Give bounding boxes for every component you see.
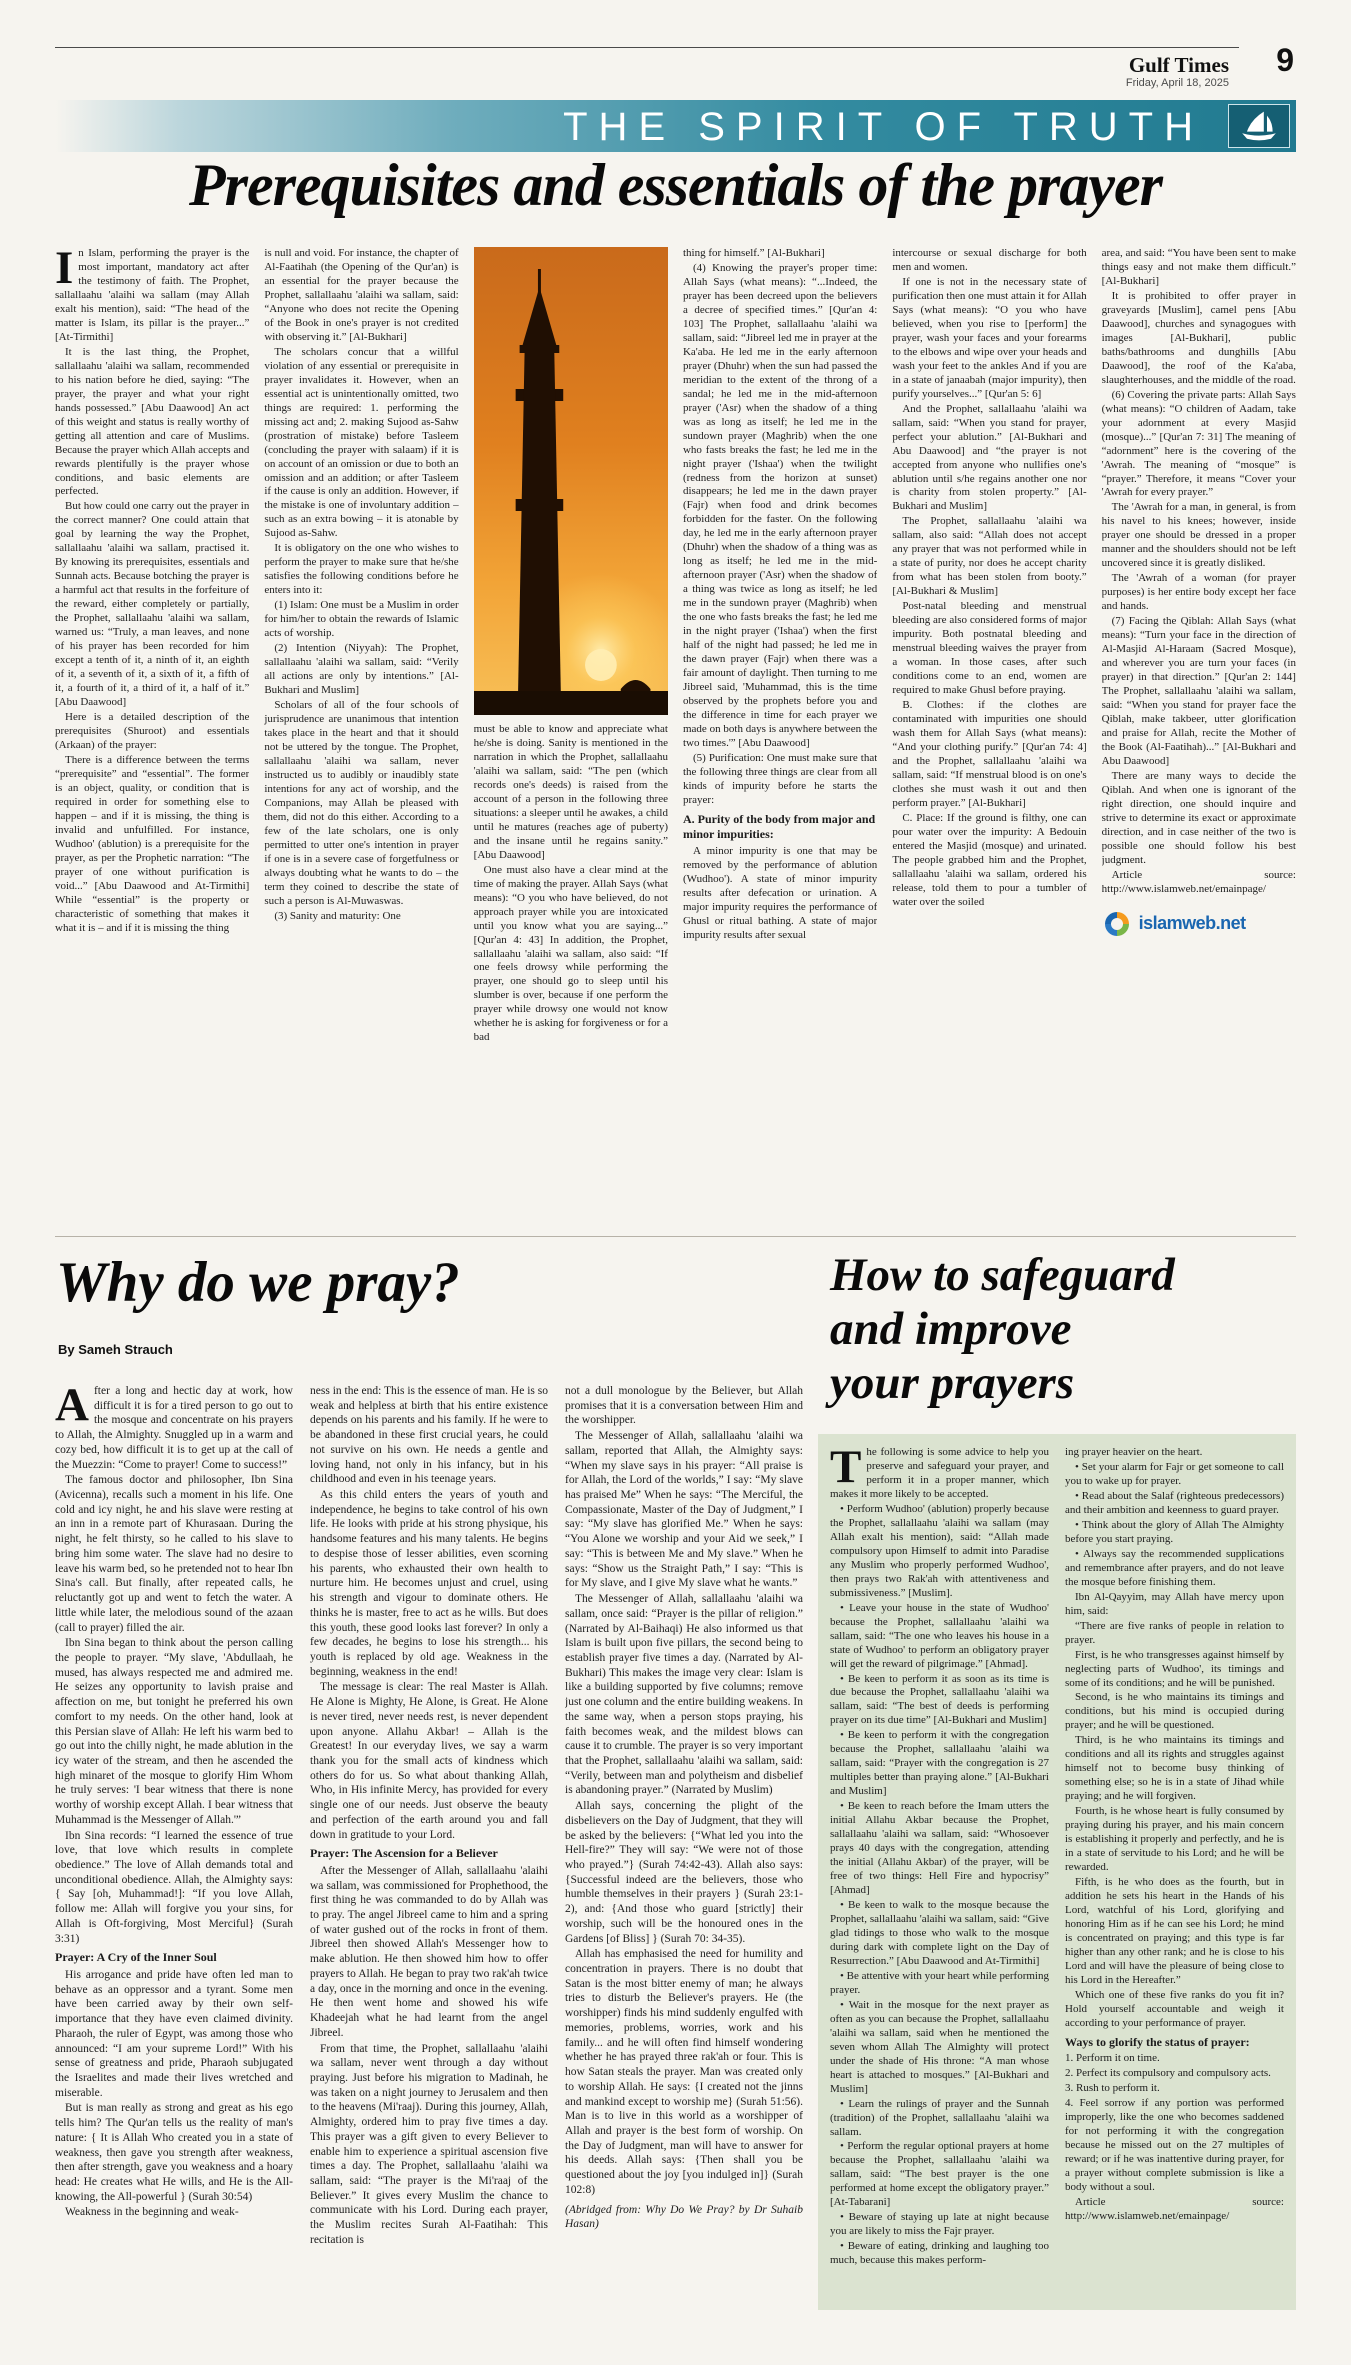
paragraph: The famous doctor and philosopher, Ibn Sina (Avicenna), recalls such a moment in his life. One cold and icy night, he and his slave were resting at an inn in a remote part of Khurasaan. During the night, he felt thirsty, so he called to his slave to bring him some water. The slave had no desire to leave his warm bed, so he pretended not to hear Ibn Sina's call. But finally, after repeated calls, he reluctantly got up and went to fetch the water. A little while later, the melodious sound of the azaan (call to prayer) filled the air. xyxy=(55,1474,293,1634)
paragraph: not a dull monologue by the Believer, but Allah promises that it is a conversation between Him and the worshipper. xyxy=(565,1385,803,1427)
paragraph: • Wait in the mosque for the next prayer as often as you can because the Prophet, sallallaahu 'alaihi wa sallam, said when he mentioned the seven whom Allah The Almighty will protect under the shade of His throne: “A man whose heart is attached to mosques.” [Al-Bukhari and Muslim] xyxy=(830,1998,1049,2095)
paragraph: • Always say the recommended supplications and remembrance after prayers, and do not leave the mosque before finishing them. xyxy=(1065,1547,1284,1588)
paragraph: The Messenger of Allah, sallallaahu 'alaihi wa sallam, once said: “Prayer is the pillar of religion.” (Narrated by Al-Baihaqi) He also informed us that Islam is built upon five pillars, the second being to establish prayer five times a day. (Narrated by Al-Bukhari) This makes the image very clear: Islam is like a building supported by five columns; remove just one column and the entire building weakens. In the same way, when a person stops praying, his faith becomes weak, and the mildest blows can cause it to crumble. The prayer is so very important that the Prophet, sallallaahu 'alaihi wa sallam, said: “Verily, between man and polytheism and disbelief is abandoning prayer.” (Narrated by Muslim) xyxy=(565,1593,803,1797)
paragraph: There is a difference between the terms “prerequisite” and “essential”. The former is an object, quality, or condition that is required in order for something else to happen – and if it is missing, the thing is invalid and unfulfilled. For instance, Wudhoo' (ablution) is a prerequisite for the prayer, as per the Prophetic narration: “The prayer of one without purification is void...” [Abu Daawood and At-Tirmithi] While “essential” is the property or characteristic of something that makes it what it is – and if it is missing the thing xyxy=(55,753,250,934)
paragraph: His arrogance and pride have often led man to behave as an oppressor and a tyrant. Some men have been carried away by their own self-importance that they have even claimed divinity. Pharaoh, the ruler of Egypt, was among those who announced: “I am your supreme Lord!” With his sense of greatness and pride, Pharaoh subjugated the Israelites and made their lives wretched and miserable. xyxy=(55,1968,293,2099)
paragraph: 4. Feel sorrow if any portion was performed improperly, like the one who becomes saddened for not performing it with the congregation because he missed out on the 27 multiples of reward; or if he was inattentive during prayer, for a prayer without complete submission is like a body without a soul. xyxy=(1065,2097,1284,2194)
paragraph: • Think about the glory of Allah The Almighty before you start praying. xyxy=(1065,1518,1284,1545)
paragraph: Article source: http://www.islamweb.net/emainpage/ xyxy=(1065,2196,1284,2222)
paragraph: • Be attentive with your heart while performing prayer. xyxy=(830,1969,1049,1996)
paragraph: • Read about the Salaf (righteous predecessors) and their ambition and keenness to guard prayer. xyxy=(1065,1489,1284,1516)
paragraph: • Beware of eating, drinking and laughing too much, because this makes perform- xyxy=(830,2240,1049,2267)
article3-headline-line-2: and improve xyxy=(830,1303,1072,1356)
subheading: Ways to glorify the status of prayer: xyxy=(1065,2034,1250,2049)
paragraph: Weakness in the beginning and weak- xyxy=(65,2206,239,2219)
paragraph: A minor impurity is one that may be removed by the performance of ablution (Wudhoo'). A state of minor impurity results after defecation or urination. A major impurity requires the performance of Ghusl or ritual bathing. A state of major impurity results after sexual xyxy=(682,844,878,941)
section-title: THE SPIRIT OF TRUTH xyxy=(563,105,1204,149)
paragraph: Scholars of all of the four schools of jurisprudence are unanimous that intention takes place in the heart and that it should not be uttered by the tongue. The Prophet, sallallaahu 'alaihi wa sallam, never instructed us to audibly or inaudibly state intentions for any act of worship, and the Companions, may Allah be pleased with them, did not do this either. According to a few of the late scholars, one is only permitted to utter one's intention in prayer if one is in a severe case of forgetfulness or always doubting what he wants to do – the term they coined to describe the state of such a person is Al-Muwaswas. xyxy=(264,699,459,907)
article1-column-3-text xyxy=(474,723,668,1045)
section-divider-rule xyxy=(55,1236,1296,1237)
paragraph: “There are five ranks of people in relation to prayer. xyxy=(1065,1619,1284,1646)
article1-body xyxy=(55,247,1296,1225)
paragraph: (1) Islam: One must be a Muslim in order for him/her to obtain the rewards of Islamic acts of worship. xyxy=(264,599,459,640)
article3-column-2 xyxy=(1065,1446,1284,2298)
paragraph: Third, is he who maintains its timings and conditions and all its rights and struggles against himself not to become busy thinking of something else; so he is in a state of Jihad while praying; and he will forgiven. xyxy=(1065,1734,1284,1803)
paragraph: After a long and hectic day at work, how difficult it is for a tired person to go out to the mosque and concentrate on his prayers to Allah, the Almighty. Snuggled up in a warm and cozy bed, how difficult it is to get up at the call of the Muezzin: “Come to prayer! Come to success!” xyxy=(55,1384,293,1471)
paragraph: ing prayer heavier on the heart. xyxy=(1065,1446,1203,1458)
paragraph: But is man really as strong and great as his ego tells him? The Qur'an tells us the reality of man's nature: { It is Allah Who created you in a state of weakness, then gave you strength after weakness, then after strength, gave you weakness and a hoary head: He creates what He wills, and He is the All-knowing, the All-powerful } (Surah 30:54) xyxy=(55,2102,293,2203)
article1-column-1 xyxy=(55,247,249,1225)
paragraph: After the Messenger of Allah, sallallaahu 'alaihi wa sallam, was commissioned for Prophethood, the first thing he was commanded to do by Allah was to pray. The angel Jibreel came to him and a spring of water gushed out of the rocks in front of them. Jibreel then showed Allah's Messenger how to make ablution. He then showed him how to offer prayers to Allah. He began to pray two rak'ah twice a day, once in the morning and once in the evening. He then went home and showed his wife Khadeejah what he had learnt from the angel Jibreel. xyxy=(310,1864,548,2039)
paragraph: Allah has emphasised the need for humility and concentration in prayers. There is no doubt that Satan is the most bitter enemy of man; he always tries to disturb the Believer's prayers. He (the worshipper) finds his mind suddenly engulfed with memories, problems, worries, work and his family... and he will often find himself wondering whether he has prayed three rak'ah or four. This is how Satan steals the prayer. Man was created only to worship Allah. He says: {I created not the jinns and mankind except to worship me} (Surah 51:56). Man is to live in this world as a worshipper of Allah and prayer is the best form of worship. On the Day of Judgment, man will have to answer for his deeds. Allah says: {Then shall you be questioned about the joy [you indulged in]} (Surah 102:8) xyxy=(565,1948,803,2196)
header-rule xyxy=(55,47,1239,48)
paragraph: (7) Facing the Qiblah: Allah Says (what means): “Turn your face in the direction of Al-Masjid Al-Haraam (Sacred Mosque), and wherever you are turn your faces (in prayer) in that direction.” [Qur'an 2: 144] The Prophet, sallallaahu 'alaihi wa sallam, said: “When you stand for prayer face the Qiblah, make takbeer, utter glorification and praise for Allah, recite the Mother of the Book (Al-Faatihah)...” [Al-Bukhari and Abu Daawood] xyxy=(1101,615,1296,767)
paragraph: Fifth, is he who does as the fourth, but in addition he sets his heart in the Hands of his Lord, watchful of his Lord, glorifying and honoring Him as if he can see his Lord; he mind is concentrated on praying; and this type is far higher than any other rank; and he is close to his Lord and will have the pleasure of being close to his Lord in the Hereafter.” xyxy=(1065,1876,1284,1986)
article2-body xyxy=(55,1384,803,2305)
paragraph: area, and said: “You have been sent to make things easy and not make them difficult.” [Al-Bukhari] xyxy=(1101,247,1296,287)
drop-cap: I xyxy=(55,247,74,294)
paragraph: Post-natal bleeding and menstrual bleeding are also considered forms of major impurity. Both postnatal bleeding and menstrual bleeding waives the prayer from a woman. In those cases, after such conditions come to an end, women are required to make Ghusl before praying. xyxy=(892,600,1087,697)
paragraph: 1. Perform it on time. xyxy=(1065,2052,1160,2065)
paragraph: (4) Knowing the prayer's proper time: Allah Says (what means): “...Indeed, the prayer has been decreed upon the believers a decree of specified times.” [Qur'an 4: 103] The Prophet, sallallaahu 'alaihi wa sallam, said: “Jibreel led me in prayer at the Ka'aba. He led me in the early afternoon prayer (Dhuhr) when the sun had passed the meridian to the extent of the throng of a sandal; he led me in the mid-afternoon prayer ('Asr) when the shadow of a thing was as long as itself; he led me in the sundown prayer (Maghrib) when the one who fasts breaks the fast; he led me in the night prayer ('Ishaa') when the twilight (redness from the horizon at sunset) disappears; he led me in the dawn prayer (Fajr) when food and drink becomes forbidden for the faster. On the following day, he led me in the early afternoon prayer (Dhuhr) when the shadow of a thing was as long as itself; he led me in the mid-afternoon prayer ('Asr) when the shadow of a thing was twice as long as itself; he led me in the sundown prayer (Maghrib) when the one who fasts breaks the fast; he led me in the night prayer ('Ishaa') when the first half of the night had passed; he led me in the dawn prayer (Fajr) when there was a fair amount of daylight. Then turning to me Jibreel said, 'Muhammad, this is the time observed by the prophets before you and the difference in time for each prayer we made on both days is anywhere between the two times.'” [Abu Daawood] xyxy=(682,261,878,749)
paragraph: • Set your alarm for Fajr or get someone to call you to wake up for prayer. xyxy=(1065,1460,1284,1487)
drop-cap: A xyxy=(55,1384,89,1431)
islamweb-logo-text: islamweb.net xyxy=(1138,913,1246,934)
article1-column-6-text xyxy=(1102,247,1296,897)
paragraph: It is the last thing, the Prophet, sallallaahu 'alaihi wa sallam, recommended to his nation before he died, saying: “The prayer, the prayer and what your right hands possessed.” [Abu Daawood] An act of this weight and status is really worthy of getting all attention and care of Muslims. Because the prayer which Allah accepts and rewards plentifully is the prayer whose conditions, and basic elements are perfected. xyxy=(55,345,250,498)
paragraph: must be able to know and appreciate what he/she is doing. Sanity is mentioned in the narration in which the Prophet, sallallaahu 'alaihi wa sallam, said: “The pen (which records one's deeds) is raised from the account of a person in the following three situations: a sleeper until he awakes, a child until he matures (reaches age of puberty) and the insane until he regains sanity.” [Abu Daawood] xyxy=(473,723,668,861)
paragraph: (6) Covering the private parts: Allah Says (what means): “O children of Aadam, take your adornment at every Masjid (mosque)...” [Qur'an 7: 31] The meaning of “adornment” here is the covering of the 'Awrah. The meaning of “mosque” is “prayer.” Therefore, it means “Cover your 'Awrah for every prayer.” xyxy=(1101,388,1296,499)
paragraph: • Leave your house in the state of Wudhoo' because the Prophet, sallallaahu 'alaihi wa sallam, said: “The one who leaves his house in a state of Wudhoo' to perform an obligatory prayer will get the reward of pilgrimage.” [Ahmad]. xyxy=(830,1601,1049,1670)
article1-column-3 xyxy=(474,247,668,1225)
paragraph: Article source: http://www.islamweb.net/emainpage/ xyxy=(1101,868,1296,895)
paragraph: It is obligatory on the one who wishes to perform the prayer to make sure that he/she satisfies the following conditions before he enters into it: xyxy=(264,542,459,597)
issue-date: Friday, April 18, 2025 xyxy=(1125,77,1229,89)
article1-column-6 xyxy=(1102,247,1296,1225)
paragraph: (2) Intention (Niyyah): The Prophet, sallallaahu 'alaihi wa sallam, said: “Verily all actions are only by intentions.” [Al-Bukhari and Muslim] xyxy=(264,642,459,697)
paragraph: Second, is he who maintains its timings and conditions, but his mind is occupied during prayer; and he will be questioned. xyxy=(1065,1691,1284,1732)
paragraph: intercourse or sexual discharge for both men and women. xyxy=(892,247,1087,273)
paragraph: One must also have a clear mind at the time of making the prayer. Allah Says (what means): “O you who have believed, do not approach prayer while you are intoxicated until you know what you are saying...” [Qur'an 4: 43] In addition, the Prophet, sallallaahu 'alaihi wa sallam, also said: “If one feels drowsy while performing the prayer, one should go to sleep until his slumber is over, because if one perform the prayer while drowsy one would not know whether he is asking for forgiveness or for a bad xyxy=(473,863,668,1044)
paragraph: • Be keen to walk to the mosque because the Prophet, sallallaahu 'alaihi wa sallam, said: “Give glad tidings to those who walk to the mosque during dark with complete light on the Day of Resurrection.” [Abu Daawood and At-Tirmithi] xyxy=(830,1899,1049,1967)
article1-column-5 xyxy=(892,247,1086,1225)
paragraph: Ibn Al-Qayyim, may Allah have mercy upon him, said: xyxy=(1065,1590,1284,1617)
paragraph: B. Clothes: if the clothes are contaminated with impurities one should wash them for Allah Says (what means): “And your clothing purify.” [Qur'an 74: 4] and the Prophet, sallallaahu 'alaihi wa sallam, said: “If menstrual blood is on one's clothes she must wash it out and then perform prayer.” [Al-Bukhari] xyxy=(892,699,1087,809)
article1-column-4 xyxy=(683,247,877,1225)
paragraph: And the Prophet, sallallaahu 'alaihi wa sallam, said: “When you stand for prayer, perfect your ablution.” [Al-Bukhari and Abu Daawood] and “the prayer is not accepted from anyone who nullifies one's ablution until s/he regains another one nor is charity from stolen property.” [Al-Bukhari and Muslim] xyxy=(892,402,1087,513)
paragraph: The Messenger of Allah, sallallaahu 'alaihi wa sallam, reported that Allah, the Almighty says: “When my slave says in his prayer: “All praise is for Allah, the Lord of the worlds,” I say: “My slave has praised Me” When he says: “The Merciful, the Compassionate, Master of the Day of Judgment,” I say: “My slave has glorified Me.” When he says: “You Alone we worship and your Aid we seek,” I say: “This is between Me and My slave.” When he says: “Show us the Straight Path,” I say: “This is for My slave, and I give My slave what he wants.” xyxy=(565,1430,803,1590)
article2-column-2 xyxy=(310,1384,548,2305)
paragraph: From that time, the Prophet, sallallaahu 'alaihi wa sallam, never went through a day without praying. Just before his migration to Madinah, he was taken on a night journey to Jerusalem and then to the heavens (Mi'raaj). During this journey, Allah, Almighty, ordered him to pray five times a day. This prayer was a gift given to every Believer to enable him to experience a spiritual ascension five times a day. The Prophet, sallallaahu 'alaihi wa sallam, said: “The prayer is the Mi'raaj of the Believer.” It gives every Muslim the chance to communicate with his Lord. During each prayer, the Muslim recites Surah Al-Faatihah: This recitation is xyxy=(310,2042,548,2246)
page-number: 9 xyxy=(1276,42,1294,78)
islamweb-logo xyxy=(1102,909,1296,939)
subheading: A. Purity of the body from major and minor impurities: xyxy=(682,811,876,842)
paragraph: • Be keen to perform it as soon as its time is due because the Prophet, sallallaahu 'alaihi wa sallam, said: “The best of deeds is performing prayer on its due time” [Al-Bukhari and Muslim] xyxy=(830,1672,1049,1727)
paragraph: The scholars concur that a willful violation of any essential or prerequisite in prayer invalidates it. However, when an essential act is unintentionally omitted, two things are required: 1. performing the missing act and; 2. making Sujood as-Sahw (prostration of mistake) before Tasleem (concluding the prayer with salaam) if it is on account of an omission or due to both an omission and an addition; or after Tasleem if the cause is only an addition. However, if the mistake is one of involuntary addition – such as an extra bowing – it is atonable by Sujood as-Sahw. xyxy=(264,345,459,540)
paragraph: The 'Awrah of a woman (for prayer purposes) is her entire body except her face and hands. xyxy=(1101,572,1296,613)
article3-headline-line-3: your prayers xyxy=(830,1357,1075,1410)
article3-body-panel xyxy=(818,1434,1296,2310)
article2-byline: By Sameh Strauch xyxy=(58,1342,173,1357)
paragraph: • Be keen to perform it with the congregation because the Prophet, sallallaahu 'alaihi wa sallam, said: “Prayer with the congregation is 27 multiples better than praying alone.” [Al-Bukhari and Muslim] xyxy=(830,1729,1049,1798)
paragraph: C. Place: If the ground is filthy, one can pour water over the impurity: A Bedouin entered the Masjid (mosque) and urinated. The people grabbed him and the Prophet, sallallaahu 'alaihi wa sallam, ordered his release, told them to pour a tumbler of water over the soiled xyxy=(892,811,1087,908)
paragraph: 2. Perfect its compulsory and compulsory acts. xyxy=(1065,2067,1271,2080)
paragraph: Allah says, concerning the plight of the disbelievers on the Day of Judgment, that they will be asked by the believers: {“What led you into the Hell-fire?” They will say: “We were not of those who prayed.”} (Surah 74:42-43). Allah also says: {Successful indeed are the believers, those who humble themselves in their prayers } (Surah 23:1-2), and: {And those who guard [strictly] their worship, such will be the honoured ones in the Gardens [of Bliss] } (Surah 70: 34-35). xyxy=(565,1800,803,1945)
paragraph: (3) Sanity and maturity: One xyxy=(274,909,401,922)
dhow-boat-icon xyxy=(1228,104,1290,148)
paragraph: • Be keen to reach before the Imam utters the initial Allahu Akbar because the Prophet, sallallaahu 'alaihi wa sallam, said: “Whosoever prays 40 days with the congregation, attending the initial (Allahu Akbar) of the prayer, will be free of two things: Hell Fire and hypocrisy” [Ahmad] xyxy=(830,1800,1049,1897)
paragraph: There are many ways to decide the Qiblah. And when one is ignorant of the right direction, one should inquire and strive to determine its exact or approximate direction, and in case neither of the two is possible one should follow his best judgment. xyxy=(1101,769,1296,866)
paragraph: • Perform Wudhoo' (ablution) properly because the Prophet, sallallaahu 'alaihi wa sallam (may Allah exalt his mention), said: “Allah made compulsory upon Himself to admit into Paradise any Muslim who properly performed Wudhoo', then prays two Rak'ah with attentiveness and submissiveness.” [Muslim]. xyxy=(830,1502,1049,1599)
paragraph: The Prophet, sallallaahu 'alaihi wa sallam, also said: “Allah does not accept any prayer that was not performed while in a state of purity, nor does he accept charity from what has been stolen from booty.” [Al-Bukhari & Muslim] xyxy=(892,515,1087,598)
paragraph: Ibn Sina records: “I learned the essence of true love, that love which results in complete obedience.” The love of Allah demands total and unconditional obedience. Allah, the Almighty says: { Say [oh, Muhammad!]: “If you love Allah, follow me: Allah will forgive you your sins, for Allah is Oft-forgiving, Most Merciful} (Surah 3:31) xyxy=(55,1829,293,1945)
paragraph: • Perform the regular optional prayers at home because the Prophet, sallallaahu 'alaihi wa sallam, said: “The best prayer is the one performed at home except the obligatory prayer.” [At-Tabarani] xyxy=(830,2140,1049,2209)
paragraph: ness in the end: This is the essence of man. He is so weak and helpless at birth that his entire existence depends on his parents and his family. If he were to be abandoned in these first crucial years, he could not survive on his own. He needs a gentle and loving hand, not only in his infancy, but in his childhood and even in his teenage years. xyxy=(310,1385,548,1486)
paragraph: Here is a detailed description of the prerequisites (Shuroot) and essentials (Arkaan) of the prayer: xyxy=(55,710,250,751)
paragraph: It is prohibited to offer prayer in graveyards [Muslim], camel pens [Abu Daawood], churches and synagogues with images [Al-Bukhari], public baths/bathrooms and dunghills [Abu Daawood], the roof of the Ka'aba, slaughterhouses, and the middle of the road. xyxy=(1101,289,1296,386)
paragraph: is null and void. For instance, the chapter of Al-Faatihah (the Opening of the Qur'an) is an essential for the prayer because the Prophet, sallallaahu 'alaihi wa sallam, said: “Anyone who does not recite the Opening of the Book in one's prayer is not credited with observing it.” [Al-Bukhari] xyxy=(264,247,459,343)
paragraph: (Abridged from: Why Do We Pray? by Dr Suhaib Hasan) xyxy=(565,2203,803,2231)
paragraph: First, is he who transgresses against himself by neglecting parts of Wudhoo', its timings and some of its conditions; and he will be punished. xyxy=(1065,1648,1284,1689)
paragraph: • Beware of staying up late at night because you are likely to miss the Fajr prayer. xyxy=(830,2211,1049,2238)
paragraph: In Islam, performing the prayer is the most important, mandatory act after the testimony of faith. The Prophet, sallallaahu 'alaihi wa sallam (may Allah exalt his mention), said: “The head of the matter is Islam, its pillar is the prayer...” [At-Tirmithi] xyxy=(55,247,250,343)
masthead: Gulf Times xyxy=(1128,53,1229,77)
paragraph: Which one of these five ranks do you fit in? Hold yourself accountable and weigh it according to your performance of prayer. xyxy=(1065,1988,1284,2029)
paragraph: The message is clear: The real Master is Allah. He Alone is Mighty, He Alone, is Great. He Alone is never tired, never needs rest, is never dependent upon anyone. Allahu Akbar! – Allah is the Greatest! In our everyday lives, we say a warm thank you for the small acts of kindness which others do for us. So what about thanking Allah, Who, in His infinite Mercy, has provided for every single one of our needs. Just observe the beauty and perfection of the earth around you and fall down in gratitude to your Lord. xyxy=(310,1681,548,1841)
article2-column-1 xyxy=(55,1384,293,2305)
paragraph: But how could one carry out the prayer in the correct manner? One could attain that goal by learning the way the Prophet, sallallaahu 'alaihi wa sallam, practised it. By knowing its prerequisites, essentials and Sunnah acts. Because botching the prayer is a harmful act that results in the forfeiture of the reward, either completely or partially, the Prophet, sallallaahu 'alaihi wa sallam, warned us: “Truly, a man leaves, and none of his prayer has been recorded for him except a tenth of it, a ninth of it, an eighth of it, a seventh of it, a sixth of it, a fifth of it, a fourth of it, a third of it, a half of it.” [Abu Daawood] xyxy=(55,500,250,708)
subheading: Prayer: The Ascension for a Believer xyxy=(310,1846,498,1861)
article3-headline xyxy=(830,1248,1296,1410)
islamweb-swirl-icon xyxy=(1102,909,1132,939)
paragraph: As this child enters the years of youth and independence, he begins to take control of his own life. He looks with pride at his strong physique, his handsome features and his many talents. He begins to despise those of lesser abilities, even scorning his parents, who exhausted their own health to nurture him. He becomes unjust and cruel, using his strength and vigour to dominate others. He thinks he is master, free to act as he wills. But does this youth, these good looks last forever? In only a few decades, he begins to lose his strength... his youth is replaced by old age. Weakness in the beginning, weakness in the end! xyxy=(310,1489,548,1678)
paragraph: 3. Rush to perform it. xyxy=(1065,2082,1160,2095)
paragraph: thing for himself.” [Al-Bukhari] xyxy=(682,247,825,259)
article3-headline-line-1: How to safeguard xyxy=(830,1249,1175,1301)
mosque-minaret-sunset-photo xyxy=(474,247,668,715)
paragraph: The following is some advice to help you preserve and safeguard your prayer, and perform it in a proper manner, which makes it more likely to be accepted. xyxy=(830,1446,1049,1500)
section-banner xyxy=(55,100,1296,152)
article1-headline: Prerequisites and essentials of the prayer xyxy=(189,152,1162,218)
article2-column-3 xyxy=(565,1384,803,2305)
paragraph: Fourth, is he whose heart is fully consumed by praying during his prayer, and his main concern is establishing it properly and perfectly, and he is in a state of servitude to his Lord; and he will be rewarded. xyxy=(1065,1805,1284,1874)
subheading: Prayer: A Cry of the Inner Soul xyxy=(55,1950,217,1965)
article3-column-1 xyxy=(830,1446,1049,2298)
paragraph: • Learn the rulings of prayer and the Sunnah (tradition) of the Prophet, sallallaahu 'alaihi wa sallam. xyxy=(830,2097,1049,2138)
article1-column-2 xyxy=(264,247,458,1225)
paragraph: The 'Awrah for a man, in general, is from his navel to his knees; however, inside prayer one should be dressed in a proper manner and the shoulders should not be left uncovered since it is greatly disliked. xyxy=(1101,501,1296,570)
paragraph: (5) Purification: One must make sure that the following three things are clear from all kinds of impurity before he starts the prayer: xyxy=(682,751,878,806)
paragraph: Ibn Sina began to think about the person calling the people to prayer. “My slave, 'Abdullaah, he mused, has always respected me and admired me. He seizes any opportunity to lavish praise and affection on me, but tonight he preferred his own comfort to my needs. On the other hand, look at this Persian slave of Allah: He left his warm bed to go out into the chilly night, he made ablution in the icy water of the stream, and then he ascended the high minaret of the mosque to glorify Him Whom he truly serves: 'I bear witness that there is none worthy of worship except Allah. I bear witness that Muhammad is the Messenger of Allah.'” xyxy=(55,1637,293,1826)
drop-cap: T xyxy=(830,1446,862,1493)
paragraph: If one is not in the necessary state of purification then one must attain it for Allah Says (what means): “O you who have believed, when you rise to [perform] the prayer, wash your faces and your forearms to the elbows and wipe over your heads and wash your feet to the ankles And if you are in a state of janaabah (major impurity), then purify yourselves...” [Qur'an 5: 6] xyxy=(892,275,1087,400)
article2-headline: Why do we pray? xyxy=(56,1251,460,1314)
